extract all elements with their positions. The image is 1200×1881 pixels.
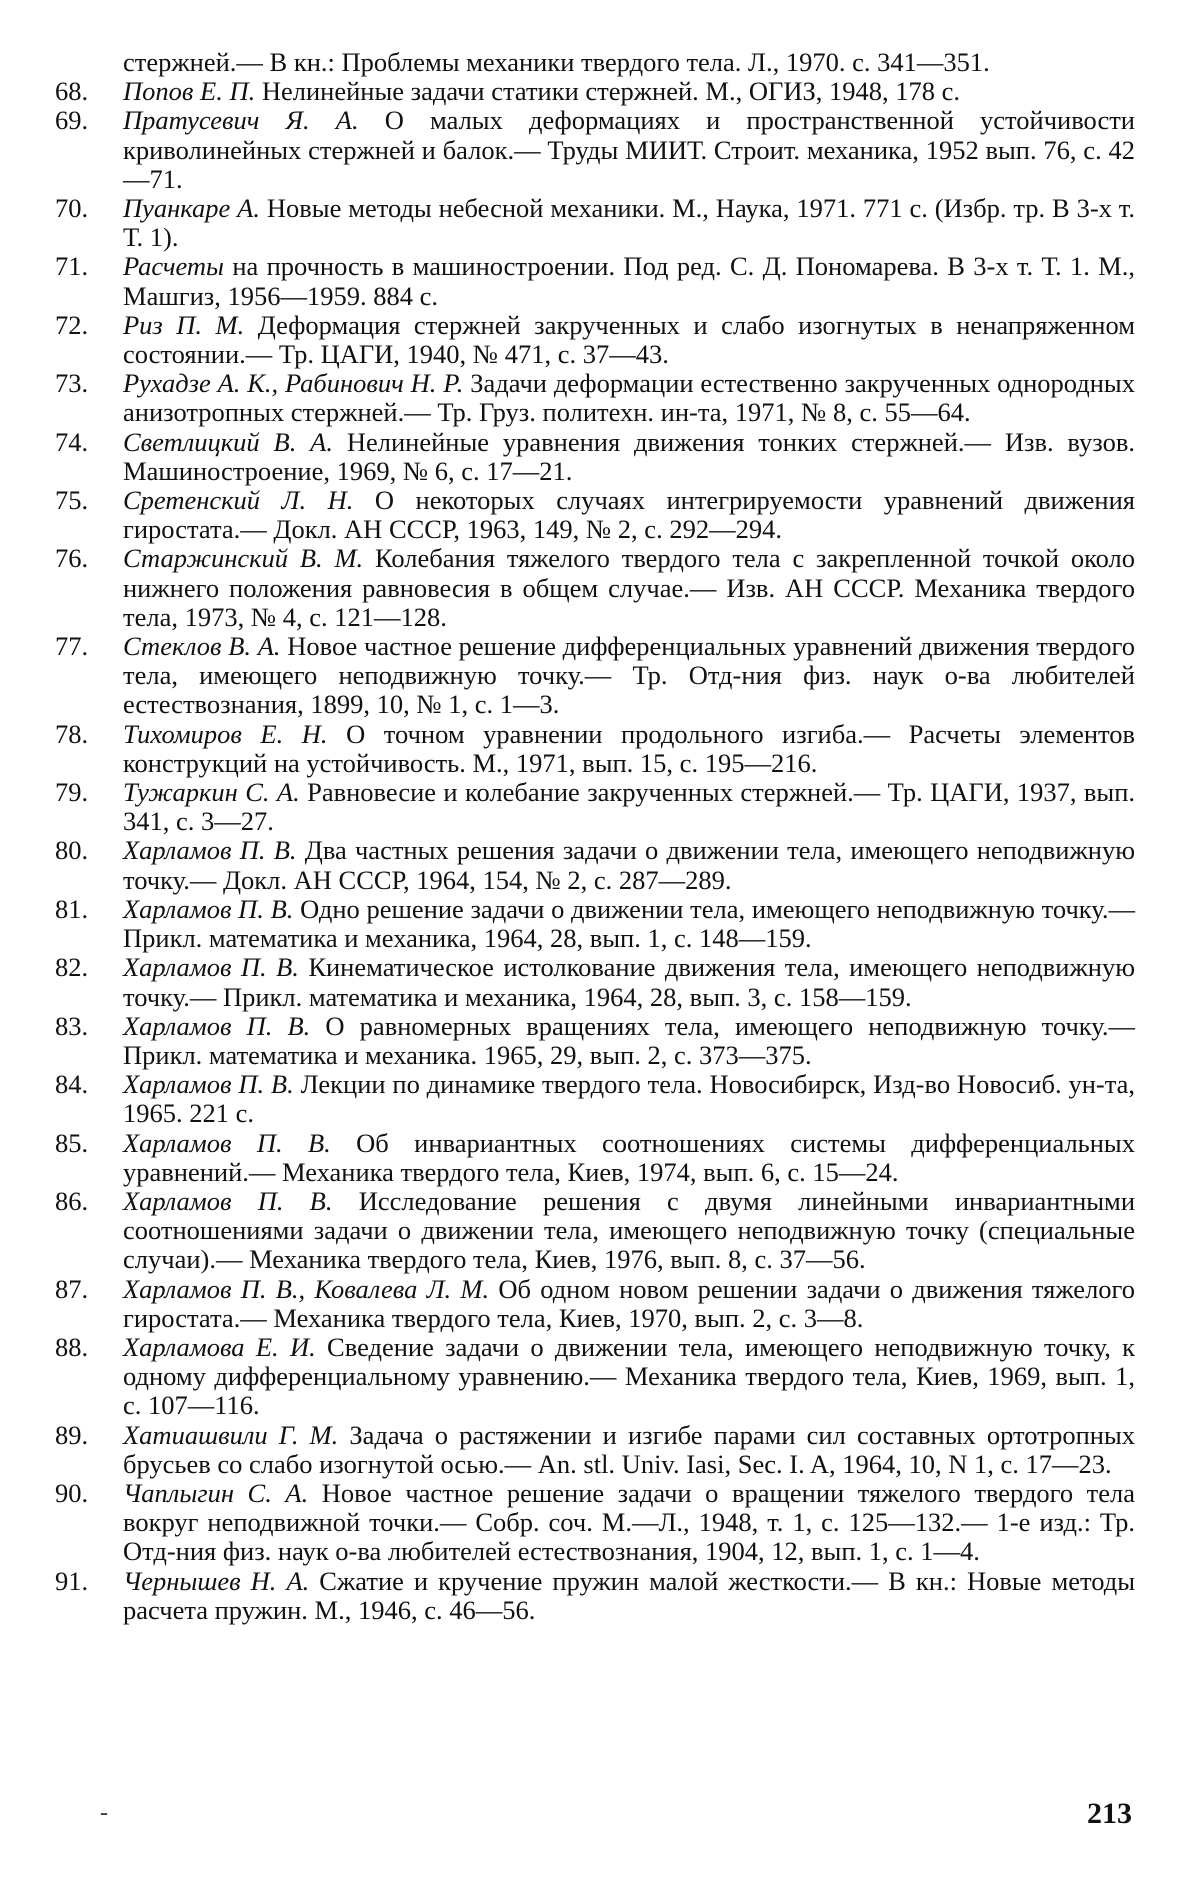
reference-author: Сретенский Л. Н. [123, 485, 353, 515]
reference-number: 82. [55, 953, 115, 982]
reference-author: Харламова Е. И. [123, 1332, 316, 1362]
reference-text: О малых деформациях и пространственной устойчивости криволинейных стержней и балок.— Труды МИИТ. Строит. механика, 1952 вып. 76, с. 42—71. [123, 105, 1135, 193]
reference-number: 72. [55, 311, 115, 340]
reference-continuation-text: стержней.— В кн.: Проблемы механики твердого тела. Л., 1970. с. 341—351. [123, 47, 990, 77]
reference-author: Рухадзе А. К., Рабинович Н. Р. [123, 368, 463, 398]
reference-item [55, 252, 1135, 310]
reference-item [55, 953, 1135, 1011]
reference-author: Харламов П. В., Ковалева Л. М. [123, 1274, 489, 1304]
reference-number: 74. [55, 428, 115, 457]
reference-author: Светлицкий В. А. [123, 427, 333, 457]
reference-author: Тихомиров Е. Н. [123, 719, 328, 749]
document-page [0, 0, 1200, 1881]
reference-author: Чаплыгин С. А. [123, 1478, 308, 1508]
reference-author: Харламов П. В. [123, 952, 299, 982]
reference-text: О некоторых случаях интегрируемости уравнений движения гиростата.— Докл. АН СССР, 1963, 149, № 2, с. 292—294. [123, 485, 1135, 544]
reference-number: 89. [55, 1421, 115, 1450]
reference-author: Тужаркин С. А. [123, 777, 300, 807]
reference-author: Пратусевич Я. А. [123, 105, 359, 135]
reference-number: 84. [55, 1070, 115, 1099]
reference-author: Расчеты [123, 251, 224, 281]
reference-number: 73. [55, 369, 115, 398]
reference-text: Задача о растяжении и изгибе парами сил составных ортотропных брусьев со слабо изогнутой осью.— An. stl. Univ. Iasi, Sec. I. A, 1964, 10, N 1, с. 17—23. [123, 1420, 1135, 1479]
reference-author: Стеклов В. А. [123, 631, 281, 661]
reference-number: 85. [55, 1129, 115, 1158]
reference-item [55, 1275, 1135, 1333]
reference-item [55, 106, 1135, 194]
reference-number: 75. [55, 486, 115, 515]
reference-author: Харламов П. В. [123, 1011, 310, 1041]
reference-text: Лекции по динамике твердого тела. Новосибирск, Изд-во Новосиб. ун-та, 1965. 221 с. [123, 1069, 1135, 1128]
reference-item [55, 1567, 1135, 1625]
reference-item [55, 194, 1135, 252]
reference-text: Нелинейные задачи статики стержней. М., ОГИЗ, 1948, 178 с. [262, 76, 960, 106]
reference-item [55, 836, 1135, 894]
reference-text: на прочность в машиностроении. Под ред. С. Д. Пономарева. В 3-х т. Т. 1. М., Машгиз, 1956—1959. 884 с. [123, 251, 1135, 310]
reference-item [55, 1187, 1135, 1275]
reference-item [55, 720, 1135, 778]
reference-item [55, 1012, 1135, 1070]
reference-text: Деформация стержней закрученных и слабо изогнутых в ненапряженном состоянии.— Тр. ЦАГИ, 1940, № 471, с. 37—43. [123, 310, 1135, 369]
stray-mark: - [100, 1800, 108, 1827]
reference-number: 70. [55, 194, 115, 223]
reference-author: Попов Е. П. [123, 76, 255, 106]
reference-author: Харламов П. В. [123, 835, 297, 865]
reference-number: 68. [55, 77, 115, 106]
reference-text: Равновесие и колебание закрученных стержней.— Тр. ЦАГИ, 1937, вып. 341, с. 3—27. [123, 777, 1135, 836]
reference-item [55, 544, 1135, 632]
reference-text: Колебания тяжелого твердого тела с закрепленной точкой около нижнего положения равновесия в общем случае.— Изв. АН СССР. Механика твердого тела, 1973, № 4, с. 121—128. [123, 543, 1135, 631]
reference-item [55, 778, 1135, 836]
reference-text: О равномерных вращениях тела, имеющего неподвижную точку.— Прикл. математика и механика. 1965, 29, вып. 2, с. 373—375. [123, 1011, 1135, 1070]
reference-item [55, 1421, 1135, 1479]
reference-author: Риз П. М. [123, 310, 244, 340]
reference-author: Харламов П. В. [123, 894, 293, 924]
reference-list [55, 48, 1135, 1625]
reference-number: 91. [55, 1567, 115, 1596]
reference-number: 80. [55, 836, 115, 865]
reference-text: Одно решение задачи о движении тела, имеющего неподвижную точку.— Прикл. математика и механика, 1964, 28, вып. 1, с. 148—159. [123, 894, 1135, 953]
reference-number: 86. [55, 1187, 115, 1216]
reference-text: Исследование решения с двумя линейными инвариантными соотношениями задачи о движении тела, имеющего неподвижную точку (специальные случаи).— Механика твердого тела, Киев, 1976, вып. 8, с. 37—56. [123, 1186, 1135, 1274]
reference-item [55, 895, 1135, 953]
reference-text: Новые методы небесной механики. М., Наука, 1971. 771 с. (Избр. тр. В 3-х т. Т. 1). [123, 193, 1135, 252]
reference-continuation [55, 48, 1135, 77]
reference-number: 88. [55, 1333, 115, 1362]
reference-number: 78. [55, 720, 115, 749]
reference-author: Харламов П. В. [123, 1128, 331, 1158]
reference-item [55, 369, 1135, 427]
reference-number: 71. [55, 252, 115, 281]
reference-number: 77. [55, 632, 115, 661]
reference-author: Пуанкаре А. [123, 193, 260, 223]
reference-item [55, 311, 1135, 369]
reference-item [55, 428, 1135, 486]
page-number: 213 [1087, 1797, 1132, 1831]
reference-item [55, 1129, 1135, 1187]
reference-text: Новое частное решение дифференциальных уравнений движения твердого тела, имеющего неподвижную точку.— Тр. Отд-ния физ. наук о-ва любителей естествознания, 1899, 10, № 1, с. 1—3. [123, 631, 1135, 719]
reference-number: 83. [55, 1012, 115, 1041]
reference-number: 79. [55, 778, 115, 807]
reference-text: О точном уравнении продольного изгиба.— Расчеты элементов конструкций на устойчивость. М., 1971, вып. 15, с. 195—216. [123, 719, 1135, 778]
reference-item [55, 632, 1135, 720]
reference-number: 81. [55, 895, 115, 924]
reference-item [55, 1333, 1135, 1421]
reference-author: Хатиашвили Г. М. [123, 1420, 338, 1450]
reference-text: Сведение задачи о движении тела, имеющего неподвижную точку, к одному дифференциальному уравнению.— Механика твердого тела, Киев, 1969, вып. 1, с. 107—116. [123, 1332, 1135, 1420]
reference-author: Харламов П. В. [123, 1069, 294, 1099]
reference-text: Новое частное решение задачи о вращении тяжелого твердого тела вокруг неподвижной точки.— Собр. соч. М.—Л., 1948, т. 1, с. 125—132.— 1-е изд.: Тр. Отд-ния физ. наук о-ва любителей естествознания, 1904, 12, вып. 1, с. 1—4. [123, 1478, 1135, 1566]
reference-number: 87. [55, 1275, 115, 1304]
reference-text: Кинематическое истолкование движения тела, имеющего неподвижную точку.— Прикл. математика и механика, 1964, 28, вып. 3, с. 158—159. [123, 952, 1135, 1011]
reference-item [55, 1070, 1135, 1128]
reference-author: Харламов П. В. [123, 1186, 333, 1216]
reference-number: 76. [55, 544, 115, 573]
reference-text: Два частных решения задачи о движении тела, имеющего неподвижную точку.— Докл. АН СССР, 1964, 154, № 2, с. 287—289. [123, 835, 1135, 894]
reference-text: Нелинейные уравнения движения тонких стержней.— Изв. вузов. Машиностроение, 1969, № 6, с. 17—21. [123, 427, 1135, 486]
reference-item [55, 486, 1135, 544]
reference-text: Об инвариантных соотношениях системы дифференциальных уравнений.— Механика твердого тела, Киев, 1974, вып. 6, с. 15—24. [123, 1128, 1135, 1187]
reference-number: 90. [55, 1479, 115, 1508]
reference-text: Задачи деформации естественно закрученных однородных анизотропных стержней.— Тр. Груз. политехн. ин-та, 1971, № 8, с. 55—64. [123, 368, 1135, 427]
reference-item [55, 77, 1135, 106]
reference-number: 69. [55, 106, 115, 135]
reference-author: Старжинский В. М. [123, 543, 363, 573]
reference-text: Сжатие и кручение пружин малой жесткости.— В кн.: Новые методы расчета пружин. М., 1946, с. 46—56. [123, 1566, 1135, 1625]
reference-text: Об одном новом решении задачи о движения тяжелого гиростата.— Механика твердого тела, Киев, 1970, вып. 2, с. 3—8. [123, 1274, 1135, 1333]
reference-item [55, 1479, 1135, 1567]
reference-author: Чернышев Н. А. [123, 1566, 309, 1596]
